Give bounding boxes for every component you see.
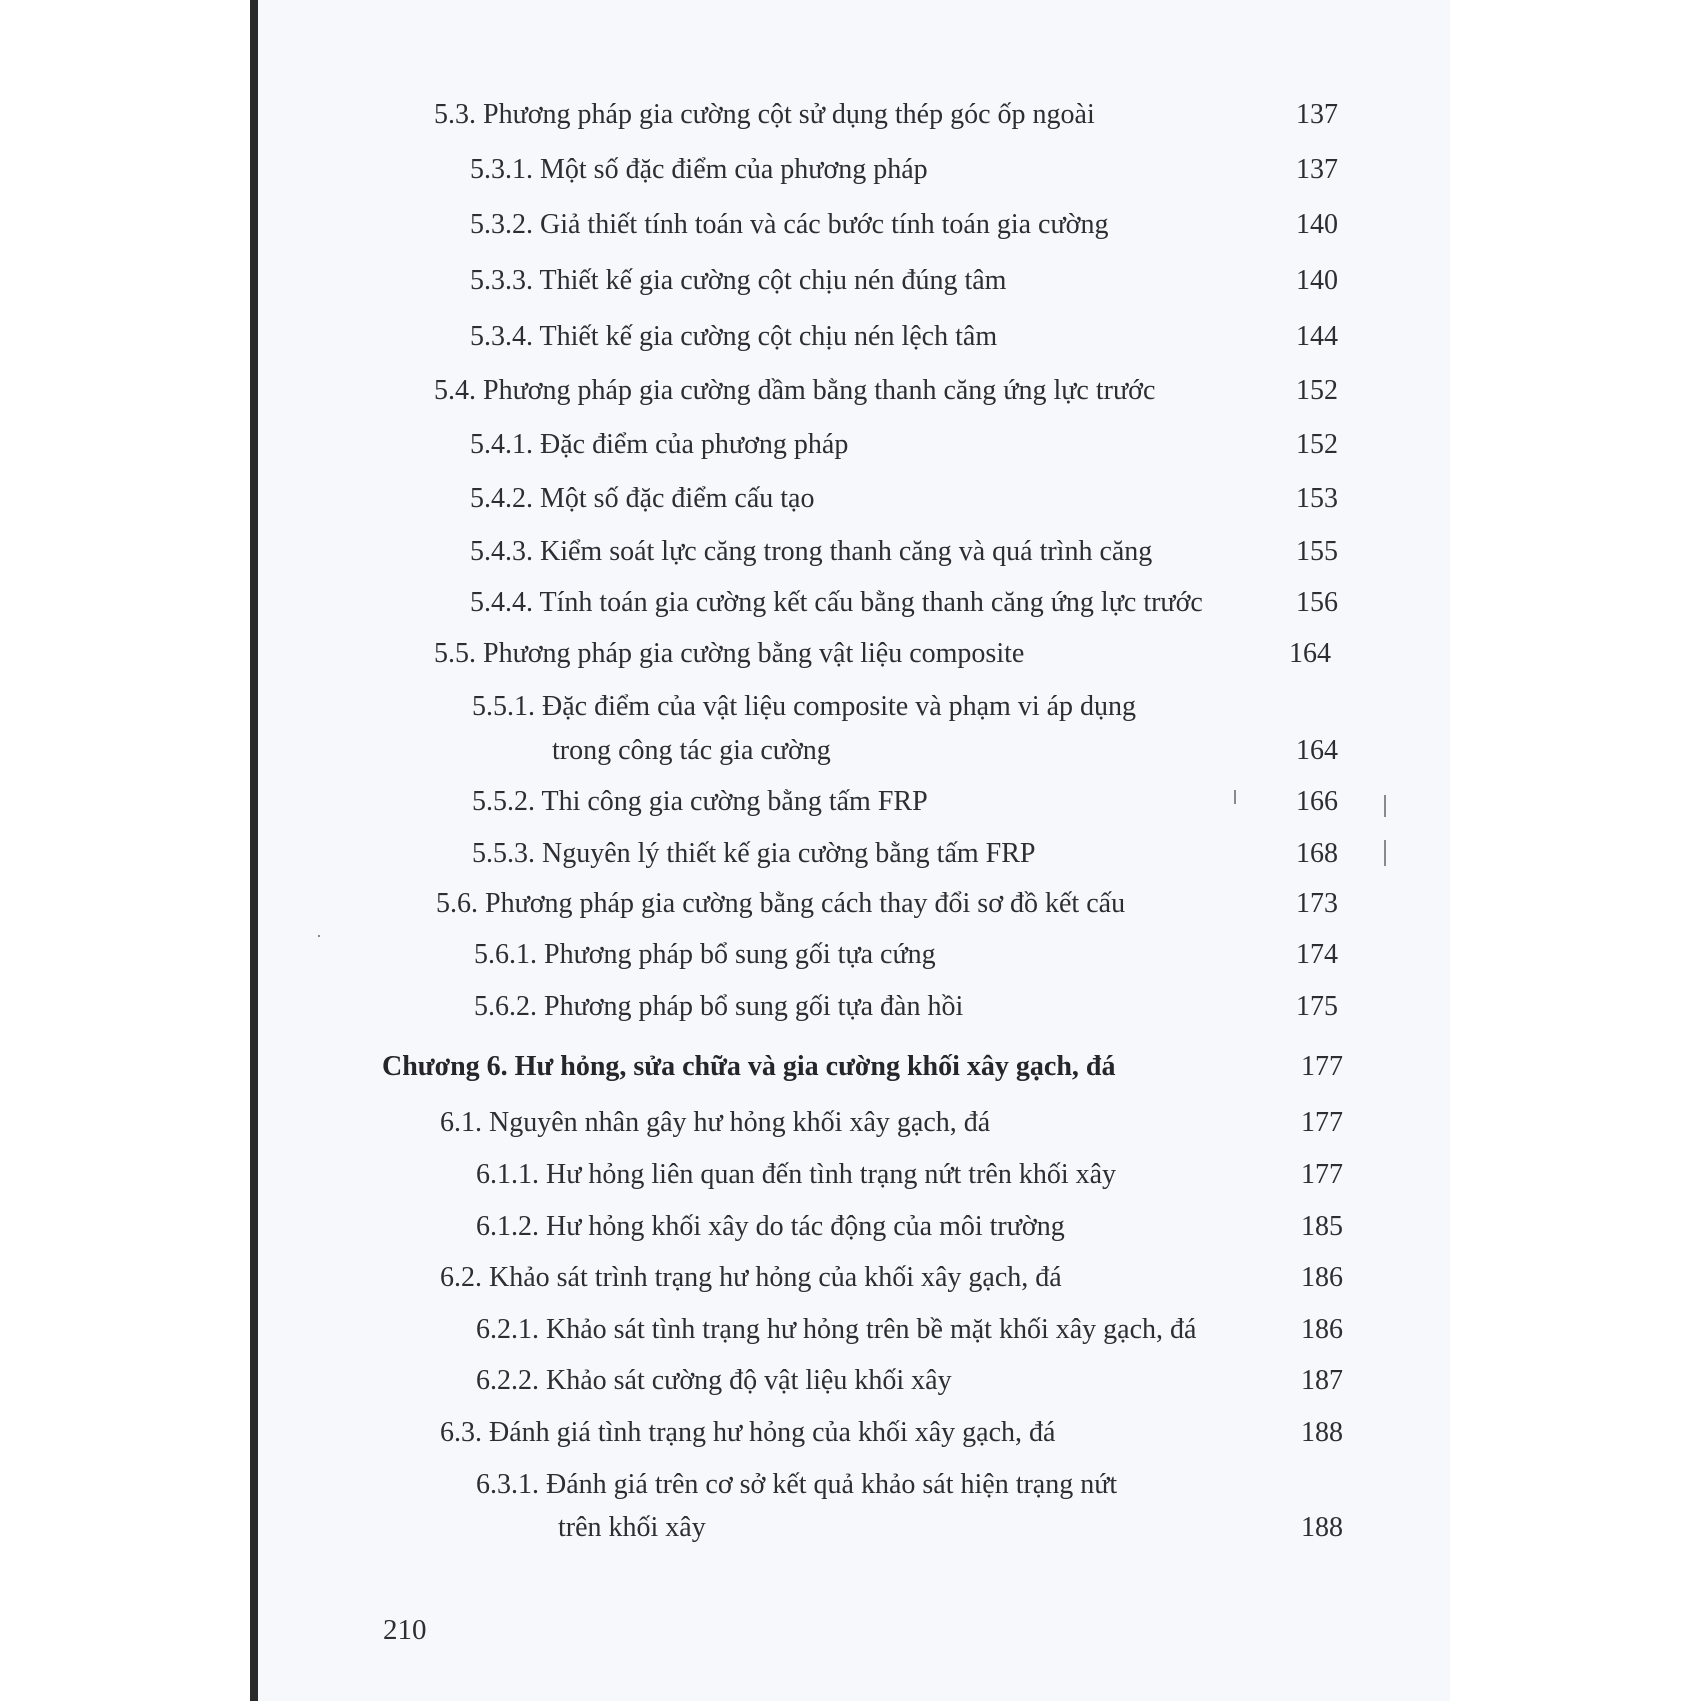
toc-title: trong công tác gia cường — [552, 735, 831, 766]
toc-title: 5.4.3. Kiểm soát lực căng trong thanh căng và quá trình căng — [470, 536, 1153, 567]
toc-title: 5.6.1. Phương pháp bổ sung gối tựa cứng — [474, 939, 936, 970]
book-spine-edge — [250, 0, 258, 1701]
toc-title: 6.1.2. Hư hỏng khối xây do tác động của môi trường — [476, 1211, 1065, 1242]
toc-row — [258, 532, 1450, 572]
toc-page: 188 — [1301, 1512, 1343, 1543]
toc-title: 5.4.2. Một số đặc điểm cấu tạo — [470, 483, 815, 514]
toc-page: 140 — [1296, 265, 1338, 296]
toc-row — [258, 1413, 1450, 1453]
toc-row — [258, 479, 1450, 519]
toc-title: 6.2.1. Khảo sát tình trạng hư hỏng trên bề mặt khối xây gạch, đá — [476, 1314, 1197, 1345]
toc-page: 177 — [1301, 1159, 1343, 1190]
toc-page: 175 — [1296, 991, 1338, 1022]
toc-row — [258, 1508, 1450, 1548]
toc-page: 137 — [1296, 154, 1338, 185]
toc-row — [258, 317, 1450, 357]
toc-row — [258, 1258, 1450, 1298]
toc-title: 5.5.2. Thi công gia cường bằng tấm FRP — [472, 786, 928, 817]
toc-row — [258, 150, 1450, 190]
toc-title: 5.4.4. Tính toán gia cường kết cấu bằng thanh căng ứng lực trước — [470, 587, 1203, 618]
toc-page: 152 — [1296, 429, 1338, 460]
toc-page: 174 — [1296, 939, 1338, 970]
toc-page: 152 — [1296, 375, 1338, 406]
toc-row — [258, 634, 1450, 674]
toc-row — [258, 834, 1450, 874]
toc-title: 5.5.1. Đặc điểm của vật liệu composite và phạm vi áp dụng — [472, 691, 1137, 722]
toc-row — [258, 425, 1450, 465]
toc-row — [258, 1310, 1450, 1350]
toc-title: 5.6.2. Phương pháp bổ sung gối tựa đàn hồi — [474, 991, 964, 1022]
toc-row — [258, 1155, 1450, 1195]
toc-page: 144 — [1296, 321, 1338, 352]
toc-page: 164 — [1296, 735, 1338, 766]
toc-page: 137 — [1296, 99, 1338, 130]
toc-title: 6.1. Nguyên nhân gây hư hỏng khối xây gạch, đá — [440, 1107, 991, 1138]
toc-page: 166 — [1296, 786, 1338, 817]
toc-row — [258, 1361, 1450, 1401]
toc-row — [258, 1207, 1450, 1247]
toc-title: 6.2. Khảo sát trình trạng hư hỏng của khối xây gạch, đá — [440, 1262, 1062, 1293]
toc-row — [258, 371, 1450, 411]
toc-page: 177 — [1301, 1107, 1343, 1138]
toc-title: 5.3.4. Thiết kế gia cường cột chịu nén lệch tâm — [470, 321, 998, 352]
page-number: 210 — [383, 1614, 427, 1646]
toc-page: 177 — [1301, 1051, 1343, 1082]
toc-title: 5.3.3. Thiết kế gia cường cột chịu nén đúng tâm — [470, 265, 1007, 296]
toc-row — [258, 95, 1450, 135]
toc-page: 168 — [1296, 838, 1338, 869]
page-sheet — [258, 0, 1450, 1701]
toc-page: 173 — [1296, 888, 1338, 919]
toc-row — [258, 1103, 1450, 1143]
toc-row — [258, 884, 1450, 924]
toc-page: 153 — [1296, 483, 1338, 514]
toc-title: 5.3. Phương pháp gia cường cột sử dụng thép góc ốp ngoài — [434, 99, 1095, 130]
toc-title: trên khối xây — [558, 1512, 706, 1543]
toc-row — [258, 687, 1450, 727]
toc-title: 5.6. Phương pháp gia cường bằng cách thay đổi sơ đồ kết cấu — [436, 888, 1126, 919]
toc-title: 6.2.2. Khảo sát cường độ vật liệu khối xây — [476, 1365, 952, 1396]
toc-row — [258, 1465, 1450, 1505]
toc-page: 187 — [1301, 1365, 1343, 1396]
toc-title: 6.3. Đánh giá tình trạng hư hỏng của khối xây gạch, đá — [440, 1417, 1056, 1448]
toc-row — [258, 261, 1450, 301]
toc-title: 5.4.1. Đặc điểm của phương pháp — [470, 429, 849, 460]
toc-row — [258, 1047, 1450, 1087]
toc-row — [258, 935, 1450, 975]
toc-title: 5.5. Phương pháp gia cường bằng vật liệu composite — [434, 638, 1025, 669]
toc-page: 164 — [1289, 638, 1331, 669]
toc-page: 186 — [1301, 1262, 1343, 1293]
toc-page: 156 — [1296, 587, 1338, 618]
toc-row — [258, 987, 1450, 1027]
toc-title: 5.3.1. Một số đặc điểm của phương pháp — [470, 154, 928, 185]
toc-page: 188 — [1301, 1417, 1343, 1448]
toc-title: 6.1.1. Hư hỏng liên quan đến tình trạng nứt trên khối xây — [476, 1159, 1117, 1190]
toc-row — [258, 782, 1450, 822]
toc-title: 6.3.1. Đánh giá trên cơ sở kết quả khảo sát hiện trạng nứt — [476, 1469, 1118, 1500]
toc-row — [258, 583, 1450, 623]
toc-title: 5.4. Phương pháp gia cường dầm bằng thanh căng ứng lực trước — [434, 375, 1156, 406]
toc-page: 185 — [1301, 1211, 1343, 1242]
table-of-contents — [258, 0, 1450, 1701]
toc-page: 140 — [1296, 209, 1338, 240]
toc-row — [258, 205, 1450, 245]
toc-title: 5.5.3. Nguyên lý thiết kế gia cường bằng tấm FRP — [472, 838, 1036, 869]
toc-page: 186 — [1301, 1314, 1343, 1345]
toc-row — [258, 731, 1450, 771]
toc-title: 5.3.2. Giả thiết tính toán và các bước tính toán gia cường — [470, 209, 1109, 240]
toc-chapter-title: Chương 6. Hư hỏng, sửa chữa và gia cường khối xây gạch, đá — [382, 1051, 1116, 1082]
toc-page: 155 — [1296, 536, 1338, 567]
